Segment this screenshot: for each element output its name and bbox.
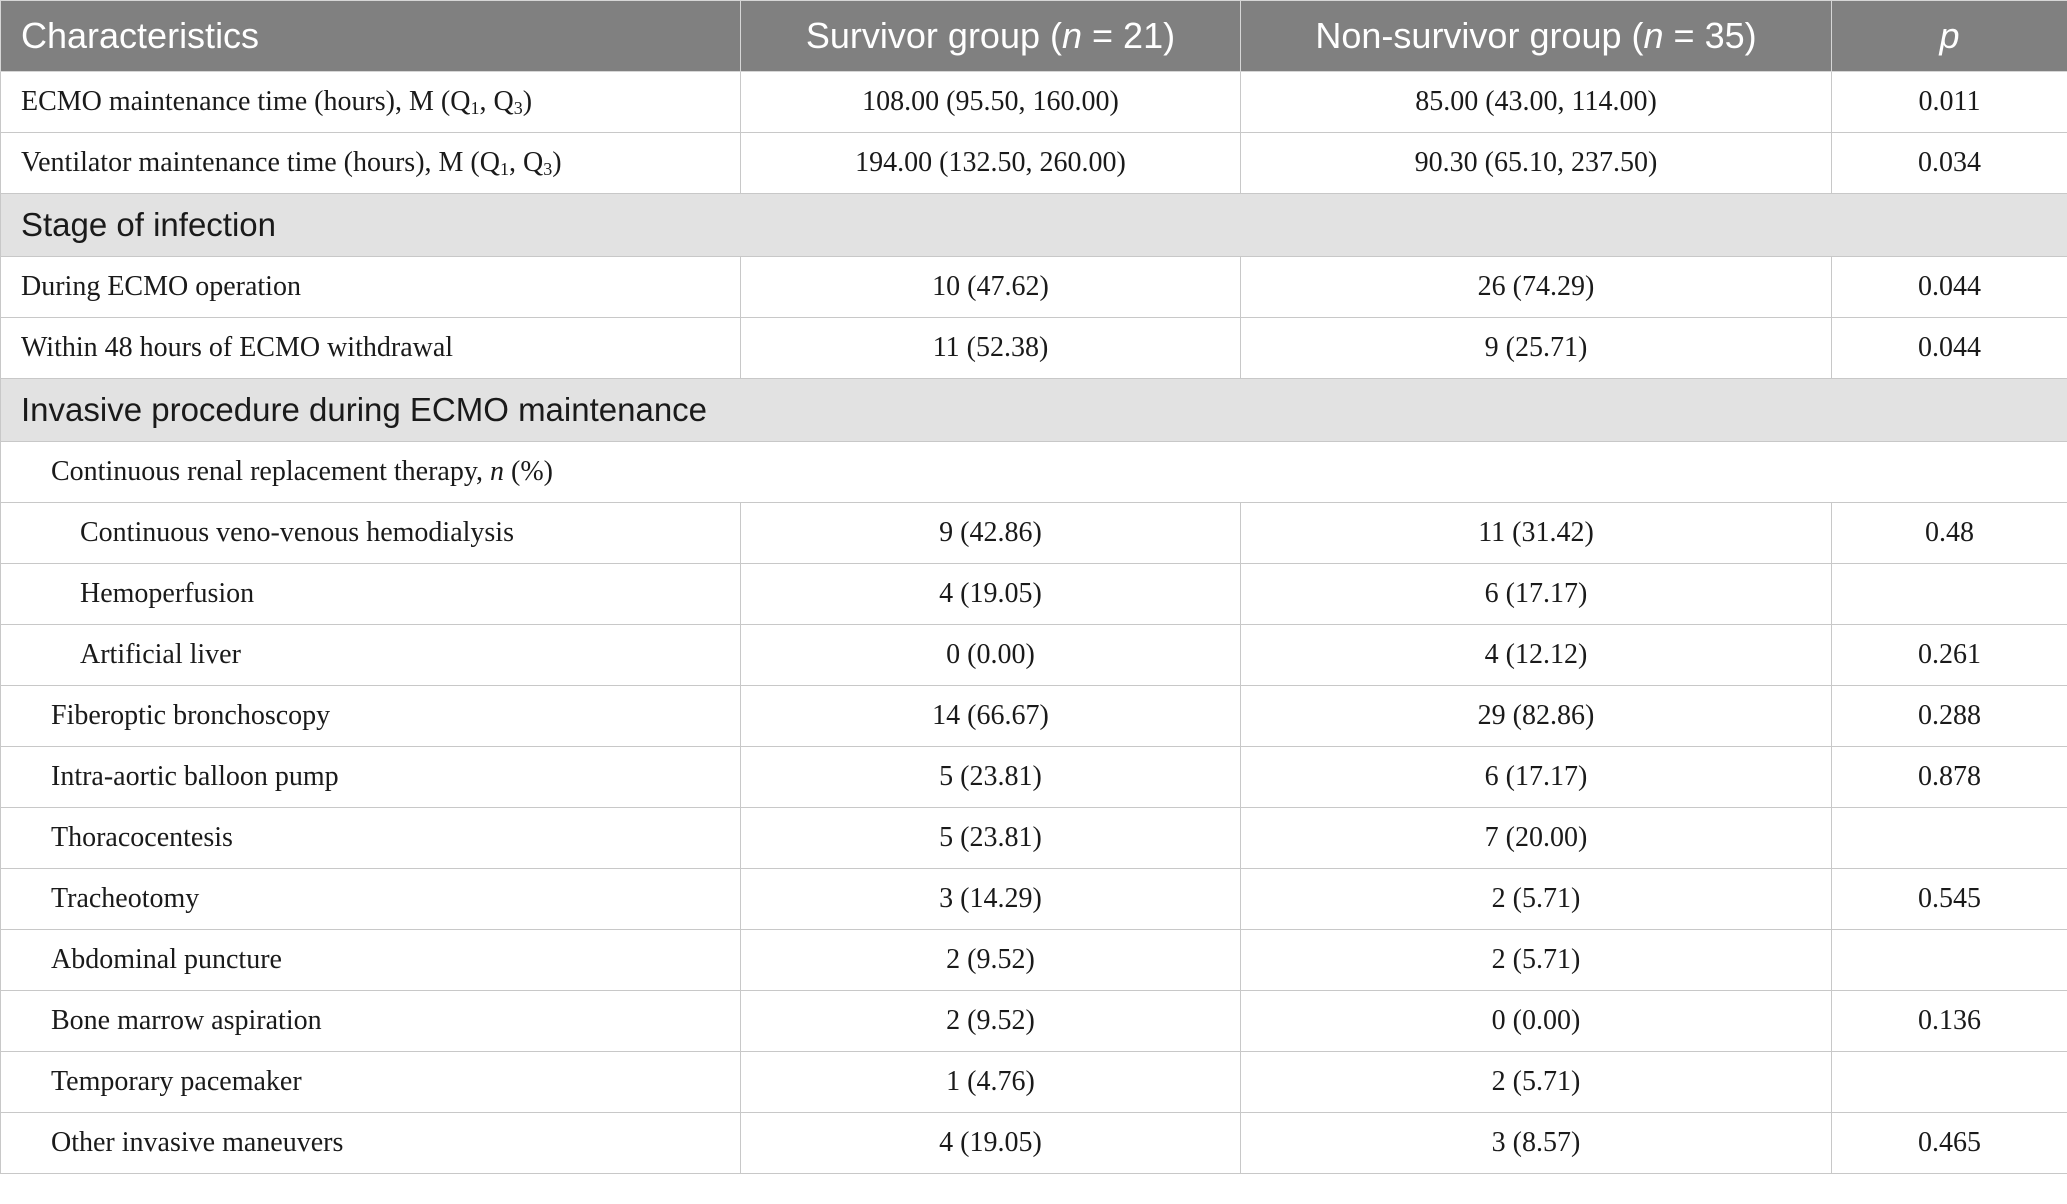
table-row	[1, 257, 2067, 318]
row-label: Other invasive maneuvers	[1, 1113, 741, 1174]
table-row	[1, 930, 2067, 991]
row-label: Abdominal puncture	[1, 930, 741, 991]
row-label: During ECMO operation	[1, 257, 741, 318]
p-value	[1832, 564, 2067, 625]
row-label: Bone marrow aspiration	[1, 991, 741, 1052]
header-p-value: p	[1832, 1, 2067, 72]
row-label: Hemoperfusion	[1, 564, 741, 625]
nonsurvivor-value: 11 (31.42)	[1241, 503, 1832, 564]
survivor-value: 10 (47.62)	[741, 257, 1241, 318]
survivor-value: 11 (52.38)	[741, 318, 1241, 379]
survivor-value: 1 (4.76)	[741, 1052, 1241, 1113]
p-value: 0.011	[1832, 72, 2067, 133]
section-header-invasive	[1, 379, 2067, 442]
nonsurvivor-value: 2 (5.71)	[1241, 1052, 1832, 1113]
table-row	[1, 686, 2067, 747]
survivor-value: 5 (23.81)	[741, 808, 1241, 869]
section-header-stage	[1, 194, 2067, 257]
survivor-value: 2 (9.52)	[741, 991, 1241, 1052]
nonsurvivor-value: 4 (12.12)	[1241, 625, 1832, 686]
nonsurvivor-value: 6 (17.17)	[1241, 747, 1832, 808]
header-characteristics: Characteristics	[1, 1, 741, 72]
nonsurvivor-value: 26 (74.29)	[1241, 257, 1832, 318]
survivor-value: 4 (19.05)	[741, 564, 1241, 625]
p-value	[1832, 1052, 2067, 1113]
table-row	[1, 503, 2067, 564]
survivor-value: 108.00 (95.50, 160.00)	[741, 72, 1241, 133]
p-value: 0.034	[1832, 133, 2067, 194]
table-row	[1, 72, 2067, 133]
p-value: 0.044	[1832, 257, 2067, 318]
nonsurvivor-value: 3 (8.57)	[1241, 1113, 1832, 1174]
survivor-value: 2 (9.52)	[741, 930, 1241, 991]
p-value: 0.48	[1832, 503, 2067, 564]
survivor-value: 9 (42.86)	[741, 503, 1241, 564]
row-label: Temporary pacemaker	[1, 1052, 741, 1113]
table-row	[1, 133, 2067, 194]
row-label: Artificial liver	[1, 625, 741, 686]
row-label: Tracheotomy	[1, 869, 741, 930]
nonsurvivor-value: 2 (5.71)	[1241, 930, 1832, 991]
row-label: Within 48 hours of ECMO withdrawal	[1, 318, 741, 379]
table-row	[1, 564, 2067, 625]
p-value	[1832, 930, 2067, 991]
section-title: Invasive procedure during ECMO maintenance	[1, 379, 2067, 442]
row-label: Thoracocentesis	[1, 808, 741, 869]
p-value: 0.878	[1832, 747, 2067, 808]
subgroup-label: Continuous renal replacement therapy, n (%)	[1, 442, 2067, 503]
nonsurvivor-value: 0 (0.00)	[1241, 991, 1832, 1052]
p-value: 0.044	[1832, 318, 2067, 379]
header-row	[1, 1, 2067, 72]
row-label: Continuous veno-venous hemodialysis	[1, 503, 741, 564]
nonsurvivor-value: 29 (82.86)	[1241, 686, 1832, 747]
header-survivor-group: Survivor group (n = 21)	[741, 1, 1241, 72]
p-value: 0.465	[1832, 1113, 2067, 1174]
subgroup-row-crrt	[1, 442, 2067, 503]
nonsurvivor-value: 6 (17.17)	[1241, 564, 1832, 625]
nonsurvivor-value: 90.30 (65.10, 237.50)	[1241, 133, 1832, 194]
p-value: 0.288	[1832, 686, 2067, 747]
p-value: 0.136	[1832, 991, 2067, 1052]
survivor-value: 194.00 (132.50, 260.00)	[741, 133, 1241, 194]
table-row	[1, 318, 2067, 379]
p-value: 0.545	[1832, 869, 2067, 930]
survivor-value: 5 (23.81)	[741, 747, 1241, 808]
table-row	[1, 747, 2067, 808]
table-row	[1, 808, 2067, 869]
table-row	[1, 1113, 2067, 1174]
nonsurvivor-value: 7 (20.00)	[1241, 808, 1832, 869]
survivor-value: 3 (14.29)	[741, 869, 1241, 930]
table-row	[1, 1052, 2067, 1113]
survivor-value: 14 (66.67)	[741, 686, 1241, 747]
row-label: Intra-aortic balloon pump	[1, 747, 741, 808]
p-value: 0.261	[1832, 625, 2067, 686]
row-label: Fiberoptic bronchoscopy	[1, 686, 741, 747]
table-row	[1, 991, 2067, 1052]
survivor-value: 4 (19.05)	[741, 1113, 1241, 1174]
header-non-survivor-group: Non-survivor group (n = 35)	[1241, 1, 1832, 72]
table-row	[1, 625, 2067, 686]
row-label: Ventilator maintenance time (hours), M ($Q_1$, $Q_3$)	[1, 133, 741, 194]
nonsurvivor-value: 9 (25.71)	[1241, 318, 1832, 379]
row-label: ECMO maintenance time (hours), M ($Q_1$, $Q_3$)	[1, 72, 741, 133]
nonsurvivor-value: 85.00 (43.00, 114.00)	[1241, 72, 1832, 133]
table-row	[1, 869, 2067, 930]
section-title: Stage of infection	[1, 194, 2067, 257]
p-value	[1832, 808, 2067, 869]
nonsurvivor-value: 2 (5.71)	[1241, 869, 1832, 930]
survivor-value: 0 (0.00)	[741, 625, 1241, 686]
